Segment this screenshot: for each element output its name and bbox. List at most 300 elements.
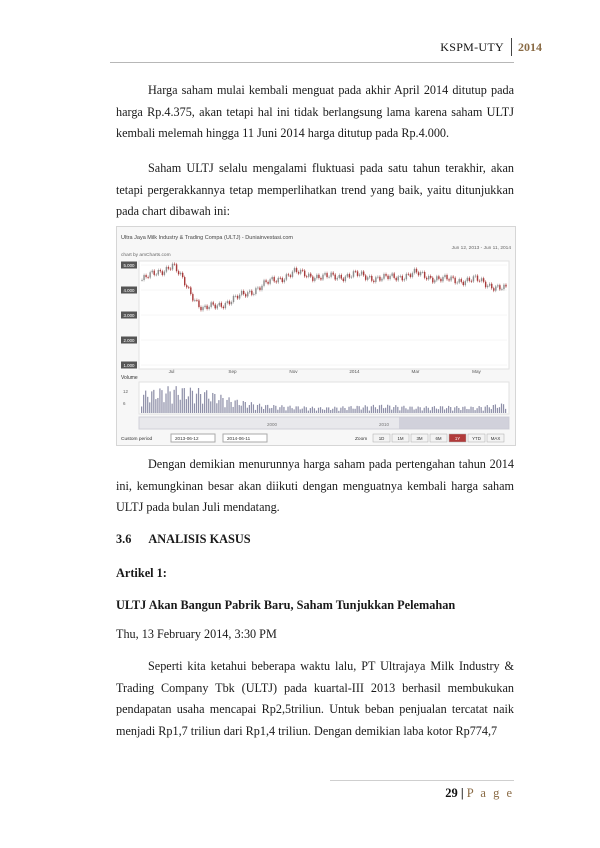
volume-bar bbox=[474, 410, 475, 413]
price-candle bbox=[337, 278, 338, 280]
price-candle bbox=[259, 288, 260, 290]
price-candle bbox=[170, 269, 171, 270]
volume-bar bbox=[261, 407, 262, 413]
price-candle bbox=[147, 277, 148, 278]
volume-bar bbox=[495, 404, 496, 413]
price-candle bbox=[430, 276, 431, 278]
paragraph-3: Dengan demikian menurunnya harga saham pada pertengahan tahun 2014 ini, kemungkinan besar akan diikuti dengan menguatnya kembali harga saham ULTJ pada bulan Juli mendatang. bbox=[116, 457, 514, 514]
volume-bar bbox=[485, 407, 486, 413]
price-candle bbox=[444, 275, 445, 277]
zoom-button-label: 6M bbox=[435, 436, 442, 441]
price-candle bbox=[200, 307, 201, 310]
page-number: 29 bbox=[445, 786, 458, 800]
volume-bar bbox=[375, 407, 376, 413]
price-candle bbox=[247, 292, 248, 296]
volume-bar bbox=[206, 390, 207, 413]
price-candle bbox=[481, 278, 482, 281]
price-candle bbox=[304, 271, 305, 277]
volume-bar bbox=[428, 408, 429, 413]
price-candle bbox=[190, 287, 191, 294]
volume-bar bbox=[434, 406, 435, 413]
price-candle bbox=[381, 279, 382, 281]
volume-bar bbox=[172, 404, 173, 413]
price-candle bbox=[188, 287, 189, 288]
period-from-value: 2013-06-12 bbox=[175, 436, 199, 441]
price-candle bbox=[395, 278, 396, 280]
chart-subtitle: chart by amCharts.com bbox=[121, 253, 171, 258]
volume-bar bbox=[186, 399, 187, 413]
price-candle bbox=[440, 279, 441, 281]
price-candle bbox=[351, 277, 352, 278]
price-candle bbox=[292, 272, 293, 277]
volume-bar bbox=[308, 411, 309, 413]
price-candle bbox=[377, 277, 378, 278]
volume-bar bbox=[320, 407, 321, 413]
volume-bar bbox=[271, 408, 272, 413]
price-candle bbox=[393, 273, 394, 277]
volume-bar bbox=[348, 407, 349, 413]
volume-bar bbox=[477, 408, 478, 413]
price-candle bbox=[387, 276, 388, 279]
volume-bar bbox=[289, 406, 290, 413]
volume-bar bbox=[505, 409, 506, 413]
price-candle bbox=[365, 275, 366, 279]
header-title: KSPM-UTY bbox=[440, 40, 504, 54]
volume-bar bbox=[418, 406, 419, 413]
volume-bar bbox=[340, 408, 341, 413]
volume-bar bbox=[316, 411, 317, 413]
price-candle bbox=[434, 280, 435, 282]
volume-bar bbox=[424, 408, 425, 413]
price-candle bbox=[408, 274, 409, 275]
volume-bar bbox=[491, 409, 492, 413]
volume-bar bbox=[291, 408, 292, 413]
volume-bar bbox=[222, 398, 223, 413]
volume-bar bbox=[269, 408, 270, 413]
x-tick-label: Jul bbox=[168, 369, 175, 374]
price-candle bbox=[164, 272, 165, 275]
price-candle bbox=[345, 277, 346, 281]
volume-bar bbox=[420, 407, 421, 413]
price-candle bbox=[383, 274, 384, 279]
volume-bar bbox=[383, 408, 384, 413]
volume-bar bbox=[190, 388, 191, 413]
price-candle bbox=[243, 291, 244, 294]
price-candle bbox=[326, 273, 327, 277]
zoom-button-label: 1D bbox=[378, 436, 385, 441]
volume-bar bbox=[249, 405, 250, 413]
zoom-button-label: 1M bbox=[397, 436, 404, 441]
volume-bar bbox=[141, 406, 142, 413]
price-candle bbox=[404, 279, 405, 280]
volume-bar bbox=[255, 410, 256, 413]
price-candle bbox=[168, 267, 169, 269]
price-candle bbox=[357, 271, 358, 275]
price-candle bbox=[284, 280, 285, 282]
price-candle bbox=[497, 285, 498, 286]
volume-bar bbox=[334, 407, 335, 413]
zoom-label: Zoom bbox=[355, 437, 368, 442]
price-candle bbox=[503, 285, 504, 289]
price-candle bbox=[302, 270, 303, 271]
volume-bar bbox=[204, 392, 205, 413]
volume-bar bbox=[489, 407, 490, 413]
price-candle bbox=[505, 285, 506, 287]
zoom-buttons bbox=[373, 434, 504, 442]
volume-bar bbox=[259, 404, 260, 413]
price-candle bbox=[402, 276, 403, 280]
price-candle bbox=[318, 275, 319, 278]
price-candle bbox=[475, 276, 476, 277]
volume-bar bbox=[306, 407, 307, 413]
volume-bar bbox=[393, 407, 394, 413]
volume-bar bbox=[149, 402, 150, 413]
volume-bar bbox=[470, 407, 471, 413]
price-candle bbox=[454, 278, 455, 283]
volume-bar bbox=[326, 407, 327, 413]
price-candle bbox=[202, 307, 203, 310]
volume-bar bbox=[342, 406, 343, 413]
price-candle bbox=[328, 277, 329, 278]
price-candle bbox=[263, 280, 264, 285]
volume-bar bbox=[226, 400, 227, 413]
volume-bar bbox=[279, 407, 280, 413]
price-candle bbox=[456, 283, 457, 284]
volume-bar bbox=[381, 405, 382, 413]
price-candle bbox=[149, 272, 150, 277]
zoom-button-label: 3M bbox=[416, 436, 423, 441]
volume-bar bbox=[151, 391, 152, 413]
volume-bar bbox=[481, 407, 482, 413]
x-tick-label: Nov bbox=[289, 369, 298, 374]
price-candle bbox=[172, 264, 173, 270]
volume-bar bbox=[143, 395, 144, 413]
volume-bar bbox=[188, 396, 189, 413]
price-candle bbox=[204, 306, 205, 307]
price-candle bbox=[461, 279, 462, 282]
volume-bar bbox=[182, 388, 183, 413]
price-candle bbox=[355, 271, 356, 272]
price-candle bbox=[442, 277, 443, 281]
paragraph-2: Saham ULTJ selalu mengalami fluktuasi pada satu tahun terakhir, akan tetapi pergerakkannya tetap memperlihatkan trend yang baik, yaitu ditunjukkan pada chart dibawah ini: bbox=[116, 161, 514, 218]
volume-bar bbox=[472, 407, 473, 413]
volume-bar bbox=[174, 390, 175, 413]
price-candle bbox=[341, 275, 342, 279]
volume-bar bbox=[228, 397, 229, 413]
price-candle bbox=[154, 271, 155, 275]
price-candle bbox=[223, 307, 224, 308]
volume-bar bbox=[385, 408, 386, 413]
price-candle bbox=[253, 294, 254, 295]
volume-bar bbox=[352, 409, 353, 413]
zoom-button-label: 1Y bbox=[454, 436, 461, 441]
price-candle bbox=[245, 294, 246, 296]
volume-bar bbox=[194, 403, 195, 413]
price-candle bbox=[141, 280, 142, 281]
price-candle bbox=[339, 275, 340, 278]
y-tick-label: 5.000 bbox=[123, 262, 135, 268]
price-candle bbox=[363, 272, 364, 276]
price-candle bbox=[483, 278, 484, 282]
volume-bar bbox=[499, 407, 500, 413]
price-candle bbox=[217, 305, 218, 308]
volume-bar bbox=[350, 406, 351, 413]
price-candle bbox=[428, 276, 429, 279]
volume-bar bbox=[237, 400, 238, 413]
price-candle bbox=[194, 300, 195, 301]
price-candle bbox=[145, 275, 146, 277]
price-candle bbox=[215, 305, 216, 309]
price-candle bbox=[312, 277, 313, 281]
volume-bar bbox=[192, 391, 193, 413]
volume-bar bbox=[218, 400, 219, 413]
volume-bar bbox=[235, 400, 236, 413]
volume-bar bbox=[178, 395, 179, 413]
volume-bar bbox=[446, 408, 447, 413]
volume-bar bbox=[153, 390, 154, 413]
price-candle bbox=[371, 276, 372, 281]
section-number: 3.6 bbox=[116, 532, 132, 546]
volume-bar bbox=[159, 388, 160, 413]
custom-period-label: Custom period bbox=[121, 437, 153, 442]
price-candle bbox=[485, 282, 486, 287]
volume-bar bbox=[180, 400, 181, 413]
navigator-selection[interactable] bbox=[399, 417, 509, 429]
zoom-button-label: YTD bbox=[472, 436, 481, 441]
price-candle bbox=[471, 281, 472, 282]
price-candle bbox=[271, 277, 272, 279]
paragraph-4: Seperti kita ketahui beberapa waktu lalu, PT Ultrajaya Milk Industry & Trading Company Tbk (ULTJ) pada kuartal-III 2013 berhasil membukukan pendapatan usaha mencapai Rp2,5triliun. Untuk beban penjualan tercatat naik menjadi Rp1,7 triliun dari Rp1,4 triliun. Dengan demikian laba kotor Rp774,7 bbox=[116, 659, 514, 738]
volume-bar bbox=[487, 405, 488, 413]
volume-bar bbox=[281, 405, 282, 413]
page-header bbox=[0, 32, 600, 62]
price-candle bbox=[406, 274, 407, 279]
page-separator: | bbox=[460, 786, 464, 800]
price-candle bbox=[389, 276, 390, 279]
x-tick-label: May bbox=[472, 369, 481, 374]
page-footer bbox=[445, 786, 514, 801]
price-candle bbox=[410, 274, 411, 277]
price-candle bbox=[418, 272, 419, 275]
volume-bar bbox=[230, 402, 231, 413]
volume-bar bbox=[387, 405, 388, 413]
volume-bar bbox=[432, 407, 433, 413]
price-candle bbox=[353, 271, 354, 277]
price-candle bbox=[288, 274, 289, 275]
volume-bar bbox=[407, 409, 408, 413]
volume-bar bbox=[304, 406, 305, 413]
volume-label: Volume bbox=[121, 375, 138, 381]
volume-bar bbox=[416, 409, 417, 413]
price-candle bbox=[459, 279, 460, 282]
volume-bar bbox=[257, 405, 258, 413]
price-candle bbox=[267, 282, 268, 284]
volume-bar bbox=[247, 408, 248, 413]
stock-chart-svg bbox=[117, 227, 515, 445]
price-candle bbox=[398, 276, 399, 280]
volume-bar bbox=[294, 409, 295, 413]
price-candle bbox=[231, 302, 232, 304]
volume-bar bbox=[464, 406, 465, 413]
volume-bar bbox=[184, 388, 185, 413]
volume-bar bbox=[454, 407, 455, 413]
volume-bar bbox=[302, 409, 303, 413]
volume-bar bbox=[395, 405, 396, 413]
price-candle bbox=[495, 286, 496, 290]
price-candle bbox=[286, 274, 287, 279]
volume-bar bbox=[298, 406, 299, 413]
header-rule bbox=[110, 62, 514, 63]
price-candle bbox=[314, 278, 315, 281]
volume-bar bbox=[310, 408, 311, 413]
price-candle bbox=[166, 267, 167, 272]
price-candle bbox=[306, 276, 307, 277]
price-candle bbox=[182, 273, 183, 277]
volume-bar bbox=[377, 409, 378, 413]
volume-bar bbox=[460, 410, 461, 413]
volume-bar bbox=[210, 401, 211, 413]
price-candle bbox=[308, 274, 309, 277]
price-candle bbox=[180, 273, 181, 274]
price-candle bbox=[255, 288, 256, 294]
y-tick-label: 2.000 bbox=[123, 337, 135, 343]
price-candle bbox=[296, 268, 297, 272]
price-candle bbox=[469, 278, 470, 281]
price-candle bbox=[491, 284, 492, 288]
price-candle bbox=[349, 274, 350, 277]
volume-bar bbox=[212, 393, 213, 413]
price-candle bbox=[143, 275, 144, 280]
volume-bar bbox=[169, 391, 170, 413]
volume-bar bbox=[332, 409, 333, 413]
volume-bar bbox=[198, 388, 199, 413]
price-candle bbox=[487, 286, 488, 287]
volume-bar bbox=[448, 406, 449, 413]
price-candle bbox=[261, 286, 262, 290]
price-candle bbox=[446, 275, 447, 279]
volume-bar bbox=[239, 405, 240, 413]
volume-bar bbox=[346, 410, 347, 413]
volume-bar bbox=[430, 410, 431, 413]
volume-bar bbox=[176, 386, 177, 413]
page-word: P a g e bbox=[466, 786, 514, 800]
volume-bar bbox=[363, 408, 364, 413]
volume-bar bbox=[251, 402, 252, 413]
price-candle bbox=[269, 279, 270, 283]
volume-bar bbox=[285, 410, 286, 413]
price-candle bbox=[343, 279, 344, 282]
volume-bar bbox=[220, 395, 221, 413]
volume-bar bbox=[338, 411, 339, 413]
volume-bar bbox=[344, 408, 345, 413]
volume-bar bbox=[440, 406, 441, 413]
price-candle bbox=[420, 272, 421, 275]
price-candle bbox=[225, 303, 226, 308]
period-to-value: 2014-06-11 bbox=[227, 436, 251, 441]
volume-bar bbox=[214, 394, 215, 413]
volume-bar bbox=[426, 406, 427, 413]
price-candle bbox=[320, 278, 321, 279]
volume-bar bbox=[241, 406, 242, 413]
price-candle bbox=[249, 291, 250, 292]
volume-bar bbox=[399, 410, 400, 413]
price-candle bbox=[452, 277, 453, 278]
volume-bar bbox=[365, 405, 366, 413]
price-candle bbox=[379, 277, 380, 281]
volume-bar bbox=[155, 399, 156, 413]
volume-bar bbox=[267, 405, 268, 413]
price-candle bbox=[176, 264, 177, 271]
price-candle bbox=[235, 296, 236, 297]
volume-tick: 12 bbox=[123, 389, 129, 394]
price-candle bbox=[221, 303, 222, 307]
y-tick-label: 3.000 bbox=[123, 312, 135, 318]
price-candle bbox=[473, 276, 474, 281]
chart-date-range: Jun 12, 2013 - Jun 11, 2014 bbox=[451, 246, 511, 251]
volume-bar bbox=[359, 406, 360, 413]
stock-chart bbox=[116, 226, 516, 446]
volume-bar bbox=[397, 407, 398, 413]
price-candle bbox=[489, 284, 490, 286]
price-candle bbox=[198, 300, 199, 307]
volume-bar bbox=[296, 406, 297, 413]
price-candle bbox=[412, 273, 413, 277]
section-heading bbox=[116, 532, 251, 547]
x-tick-label: 2014 bbox=[349, 369, 360, 374]
article-date: Thu, 13 February 2014, 3:30 PM bbox=[116, 627, 277, 641]
article-title: ULTJ Akan Bangun Pabrik Baru, Saham Tunjukkan Pelemahan bbox=[116, 598, 456, 612]
price-candle bbox=[501, 289, 502, 290]
volume-bar bbox=[196, 394, 197, 413]
volume-bar bbox=[147, 397, 148, 413]
price-candle bbox=[367, 277, 368, 279]
price-candle bbox=[438, 276, 439, 279]
volume-bar bbox=[389, 406, 390, 413]
volume-bar bbox=[324, 410, 325, 413]
volume-bar bbox=[379, 405, 380, 413]
price-candle bbox=[400, 276, 401, 277]
price-candle bbox=[192, 294, 193, 301]
volume-bar bbox=[409, 407, 410, 413]
volume-bar bbox=[318, 408, 319, 413]
volume-bar bbox=[224, 407, 225, 413]
price-candle bbox=[298, 272, 299, 274]
price-candle bbox=[210, 302, 211, 307]
price-candle bbox=[324, 273, 325, 275]
volume-bar bbox=[145, 391, 146, 413]
volume-bar bbox=[438, 409, 439, 413]
price-candle bbox=[300, 270, 301, 274]
volume-bar bbox=[322, 409, 323, 413]
price-candle bbox=[373, 281, 374, 282]
price-candle bbox=[219, 303, 220, 306]
price-candle bbox=[416, 269, 417, 272]
price-candle bbox=[151, 271, 152, 273]
volume-bar bbox=[436, 409, 437, 413]
volume-bar bbox=[466, 409, 467, 413]
volume-bar bbox=[165, 394, 166, 413]
price-candle bbox=[178, 271, 179, 274]
price-candle bbox=[426, 278, 427, 280]
price-candle bbox=[294, 268, 295, 272]
price-candle bbox=[450, 277, 451, 281]
price-candle bbox=[414, 269, 415, 273]
footer-rule bbox=[330, 780, 514, 781]
volume-bar bbox=[361, 410, 362, 413]
price-candle bbox=[206, 306, 207, 309]
volume-bar bbox=[501, 404, 502, 413]
volume-bar bbox=[367, 407, 368, 413]
